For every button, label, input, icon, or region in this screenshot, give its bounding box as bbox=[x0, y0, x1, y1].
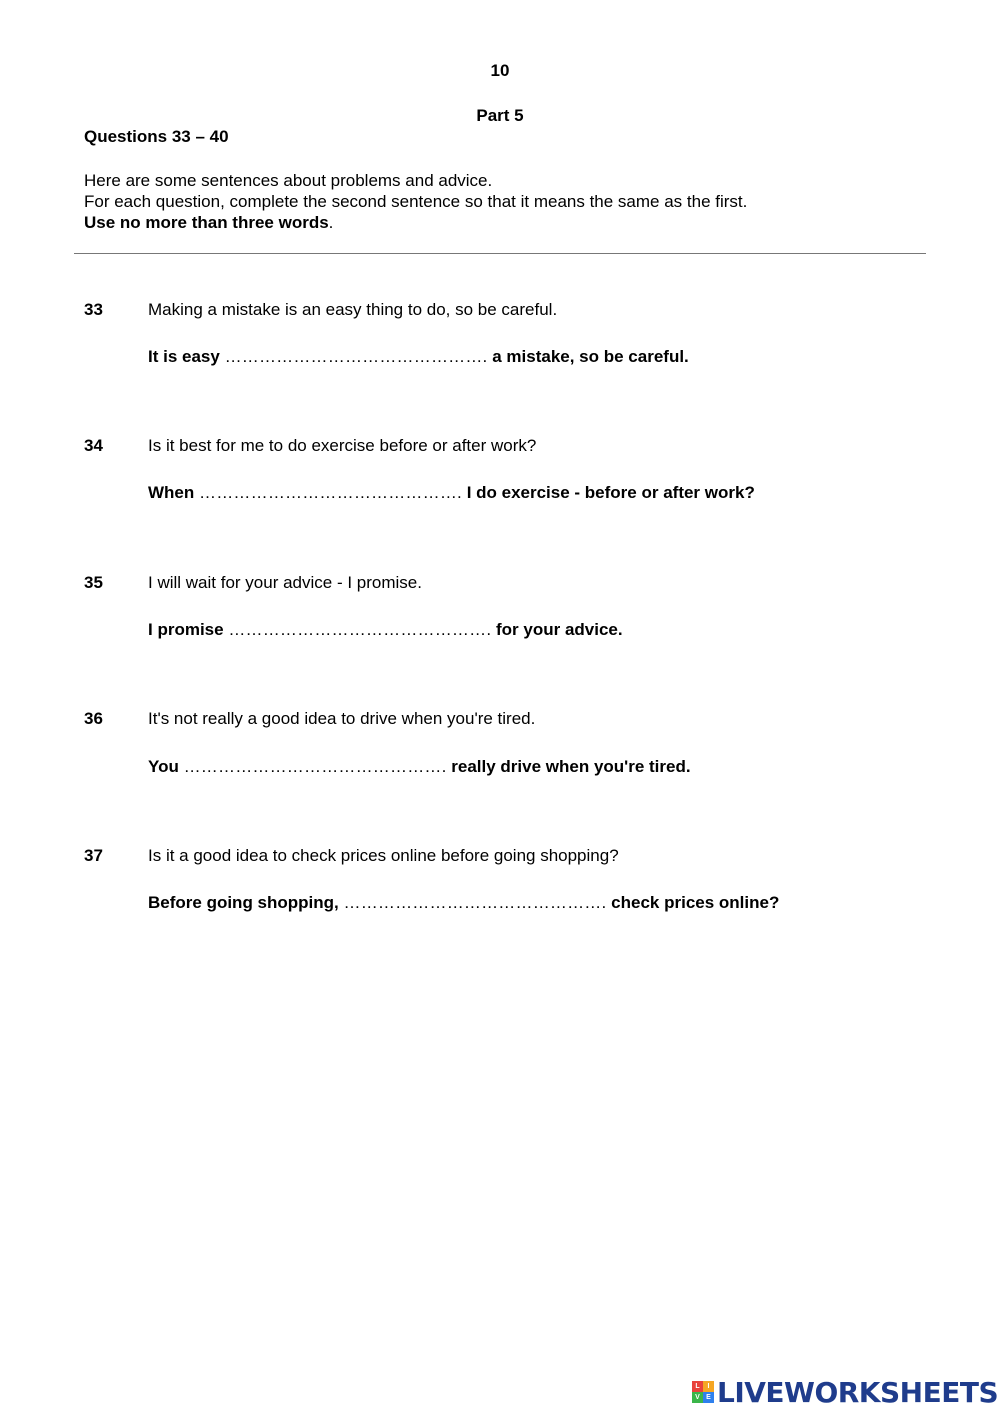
answer-suffix: check prices online? bbox=[611, 893, 780, 912]
answer-prefix: When bbox=[148, 483, 195, 502]
answer-suffix: I do exercise - before or after work? bbox=[466, 483, 755, 502]
answer-gap[interactable]: ………………………………………. bbox=[228, 620, 492, 639]
logo-mark-icon bbox=[692, 1381, 714, 1403]
instructions bbox=[84, 170, 747, 233]
instructions-line-3 bbox=[84, 212, 747, 233]
answer-suffix: a mistake, so be careful. bbox=[492, 347, 689, 366]
answer-line bbox=[148, 347, 689, 367]
part-title: Part 5 bbox=[476, 106, 524, 125]
question-number: 34 bbox=[84, 436, 103, 455]
question-sentence: It's not really a good idea to drive when you're tired. bbox=[148, 709, 536, 728]
logo-mark-cell: E bbox=[703, 1392, 714, 1403]
instructions-emphasis: Use no more than three words bbox=[84, 213, 329, 232]
questions-range-heading: Questions 33 – 40 bbox=[84, 127, 229, 146]
answer-line bbox=[148, 757, 691, 777]
logo-text: LIVEWORKSHEETS bbox=[717, 1375, 999, 1409]
answer-line bbox=[148, 620, 623, 640]
instructions-period: . bbox=[328, 213, 334, 232]
answer-gap[interactable]: ………………………………………. bbox=[343, 893, 607, 912]
question-number: 33 bbox=[84, 300, 103, 319]
page-number: 10 bbox=[490, 61, 510, 80]
answer-suffix: really drive when you're tired. bbox=[451, 757, 691, 776]
question-sentence: Making a mistake is an easy thing to do, so be careful. bbox=[148, 300, 558, 319]
question-sentence: Is it a good idea to check prices online before going shopping? bbox=[148, 846, 619, 865]
logo-mark-cell: V bbox=[692, 1392, 703, 1403]
answer-prefix: Before going shopping, bbox=[148, 893, 339, 912]
answer-line bbox=[148, 483, 755, 503]
instructions-line-2: For each question, complete the second sentence so that it means the same as the first. bbox=[84, 192, 748, 211]
divider bbox=[74, 253, 926, 254]
answer-line bbox=[148, 893, 779, 913]
logo-mark-cell: L bbox=[692, 1381, 703, 1392]
logo-mark-cell: I bbox=[703, 1381, 714, 1392]
answer-prefix: It is easy bbox=[148, 347, 220, 366]
question-number: 36 bbox=[84, 709, 103, 728]
question-number: 37 bbox=[84, 846, 103, 865]
answer-prefix: I promise bbox=[148, 620, 224, 639]
liveworksheets-logo bbox=[692, 1376, 998, 1408]
question-number: 35 bbox=[84, 573, 103, 592]
question-sentence: I will wait for your advice - I promise. bbox=[148, 573, 422, 592]
answer-gap[interactable]: ………………………………………. bbox=[224, 347, 488, 366]
answer-prefix: You bbox=[148, 757, 179, 776]
answer-gap[interactable]: ………………………………………. bbox=[199, 483, 462, 502]
question-sentence: Is it best for me to do exercise before or after work? bbox=[148, 436, 537, 455]
answer-gap[interactable]: ………………………………………. bbox=[183, 757, 447, 776]
instructions-line-1: Here are some sentences about problems and advice. bbox=[84, 171, 493, 190]
answer-suffix: for your advice. bbox=[496, 620, 623, 639]
